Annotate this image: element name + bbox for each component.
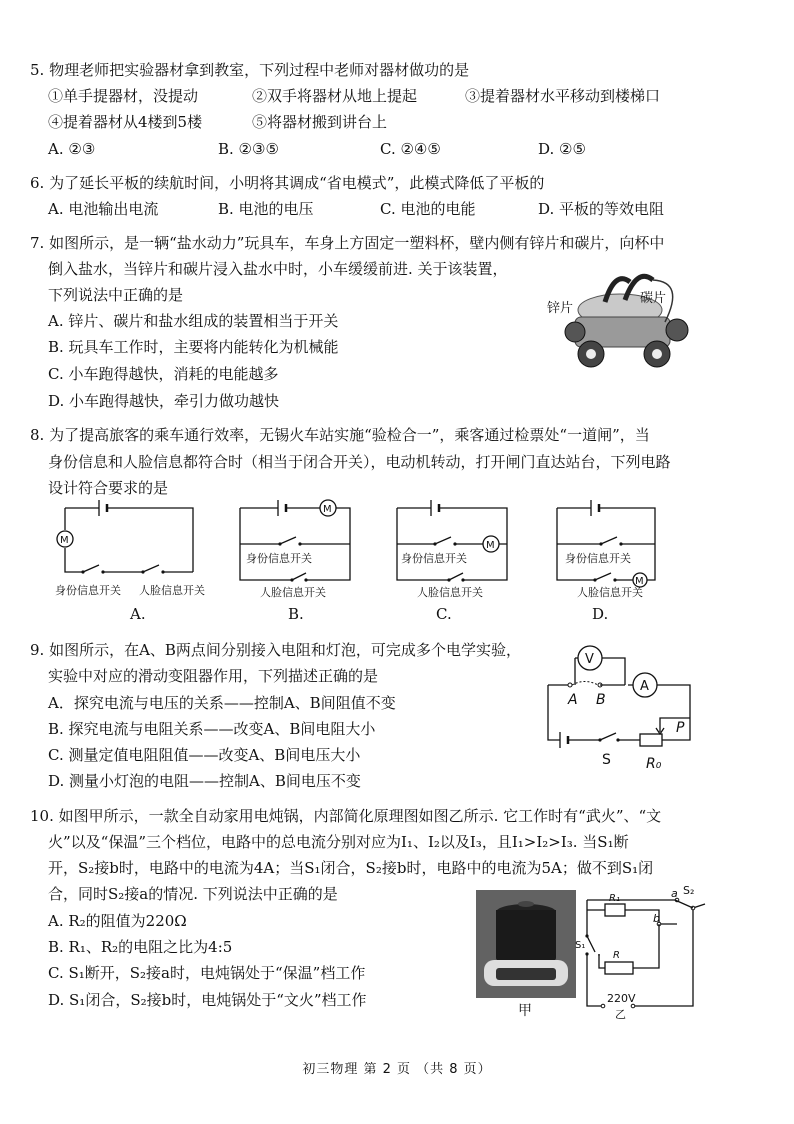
q6-stem: 6. 为了延长平板的续航时间，小明将其调成“省电模式”，此模式降低了平板的 [30, 174, 545, 192]
q10-stem-3: 开，S₂接b时，电路中的电流为4A；当S₁闭合，S₂接b时，电路中的电流为5A；做不到S₁闭 [48, 859, 654, 877]
q7-stem-2: 倒入盐水，当锌片和碳片浸入盐水中时，小车缓缓前进. 关于该装置， [48, 260, 508, 278]
circuit-d-id-switch: 身份信息开关 [565, 552, 631, 565]
circuit-d-face-switch: 人脸信息开关 [577, 586, 643, 599]
voltmeter-label: V [585, 652, 594, 667]
q10-option-d: D. S₁闭合，S₂接b时，电炖锅处于“文火”档工作 [48, 991, 367, 1009]
slider-p-label: P [676, 720, 685, 736]
q5-item-2: ②双手将器材从地上提起 [252, 87, 418, 105]
voltage-label: 220V [607, 992, 636, 1005]
q7-option-b: B. 玩具车工作时，主要将内能转化为机械能 [48, 338, 339, 356]
q5-option-c: C. ②④⑤ [380, 140, 441, 158]
q5-item-4: ④提着器材从4楼到5楼 [48, 113, 203, 131]
q5-option-d: D. ②⑤ [538, 140, 586, 158]
circuit-yi-label: 乙 [615, 1008, 626, 1021]
point-b-label: B [596, 692, 606, 708]
motor-c-label: M [486, 540, 495, 551]
zinc-label: 锌片 [547, 301, 574, 316]
q10-option-c: C. S₁断开，S₂接a时，电炖锅处于“保温”档工作 [48, 964, 366, 982]
q9-option-c: C. 测量定值电阻阻值——改变A、B间电压大小 [48, 746, 361, 764]
contact-a-label: a [671, 887, 678, 900]
q5-item-3: ③提着器材水平移动到楼梯口 [465, 87, 661, 105]
s1-label: S₁ [575, 940, 586, 951]
circuit-d-label: D. [592, 605, 609, 623]
circuit-b-label: B. [288, 605, 304, 623]
q9-circuit [540, 640, 710, 780]
q9-option-b: B. 探究电流与电阻关系——改变A、B间电阻大小 [48, 720, 376, 738]
r1-label: R₁ [609, 893, 620, 904]
toy-car-figure [545, 262, 695, 382]
circuit-b-face-switch: 人脸信息开关 [260, 586, 326, 599]
carbon-label: 碳片 [640, 291, 667, 306]
photo-jia-label: 甲 [518, 1003, 532, 1019]
q9-option-d: D. 测量小灯泡的电阻——控制A、B间电压不变 [48, 772, 361, 790]
q8-stem-2: 身份信息和人脸信息都符合时（相当于闭合开关），电动机转动，打开闸门直达站台，下列电路 [48, 453, 671, 471]
circuit-c-label: C. [436, 605, 452, 623]
r0-label: R₀ [646, 756, 662, 772]
circuit-c-id-switch: 身份信息开关 [401, 552, 467, 565]
q10-option-b: B. R₁、R₂的电阻之比为4:5 [48, 938, 233, 956]
cooker-circuit [575, 884, 715, 1021]
circuit-c-face-switch: 人脸信息开关 [417, 586, 483, 599]
q7-stem-1: 7. 如图所示，是一辆“盐水动力”玩具车，车身上方固定一塑料杯，壁内侧有锌片和碳片，向杯中 [30, 234, 665, 252]
q5-item-1: ①单手提器材，没提动 [48, 87, 199, 105]
switch-s-label: S [602, 752, 611, 768]
r2-label: R [613, 950, 620, 961]
q5-option-b: B. ②③⑤ [218, 140, 279, 158]
q8-stem-1: 8. 为了提高旅客的乘车通行效率，无锡火车站实施“验检合一”，乘客通过检票处“一道闸”，当 [30, 426, 650, 444]
motor-d-label: M [635, 576, 644, 587]
q10-stem-1: 10. 如图甲所示，一款全自动家用电炖锅，内部简化原理图如图乙所示. 它工作时有“武火”、“文 [30, 807, 662, 825]
q6-option-b: B. 电池的电压 [218, 200, 314, 218]
q9-stem-2: 实验中对应的滑动变阻器作用，下列描述正确的是 [48, 667, 379, 685]
q6-option-a: A. 电池输出电流 [48, 200, 159, 218]
q10-stem-2: 火”以及“保温”三个档位，电路中的总电流分别对应为I₁、I₂以及I₃，且I₁>I₂>I₃. 当S₁断 [48, 833, 629, 851]
circuit-a-face-switch: 人脸信息开关 [139, 584, 205, 597]
circuit-d [555, 500, 680, 625]
point-a-label: A [568, 692, 578, 708]
q9-option-a: A．探究电流与电压的关系——控制A、B间阻值不变 [48, 694, 396, 712]
q5-option-a: A. ②③ [48, 140, 96, 158]
q10-option-a: A. R₂的阻值为220Ω [48, 912, 187, 930]
circuit-b-id-switch: 身份信息开关 [246, 552, 312, 565]
ammeter-label: A [640, 679, 649, 694]
q6-option-d: D. 平板的等效电阻 [538, 200, 665, 218]
s2-label: S₂ [683, 884, 695, 897]
q7-stem-3: 下列说法中正确的是 [48, 286, 184, 304]
q7-option-d: D. 小车跑得越快，牵引力做功越快 [48, 392, 280, 410]
q5-item-5: ⑤将器材搬到讲台上 [252, 113, 388, 131]
q10-stem-4: 合，同时S₂接a的情况. 下列说法中正确的是 [48, 885, 338, 903]
q7-option-a: A. 锌片、碳片和盐水组成的装置相当于开关 [48, 312, 339, 330]
q5-stem: 5. 物理老师把实验器材拿到教室，下列过程中老师对器材做功的是 [30, 61, 470, 79]
contact-b-label: b [653, 912, 660, 925]
circuit-c [395, 500, 520, 625]
q6-option-c: C. 电池的电能 [380, 200, 476, 218]
circuit-a-label: A. [130, 605, 146, 623]
motor-b-label: M [323, 504, 332, 515]
q7-option-c: C. 小车跑得越快，消耗的电能越多 [48, 365, 279, 383]
motor-a-label: M [60, 535, 69, 546]
cooker-photo [476, 890, 576, 998]
q8-stem-3: 设计符合要求的是 [48, 479, 169, 497]
q9-stem-1: 9. 如图所示，在A、B两点间分别接入电阻和灯泡，可完成多个电学实验， [30, 641, 521, 659]
circuit-a-id-switch: 身份信息开关 [55, 584, 121, 597]
page-footer: 初三物理 第 2 页 （共 8 页） [302, 1062, 492, 1077]
